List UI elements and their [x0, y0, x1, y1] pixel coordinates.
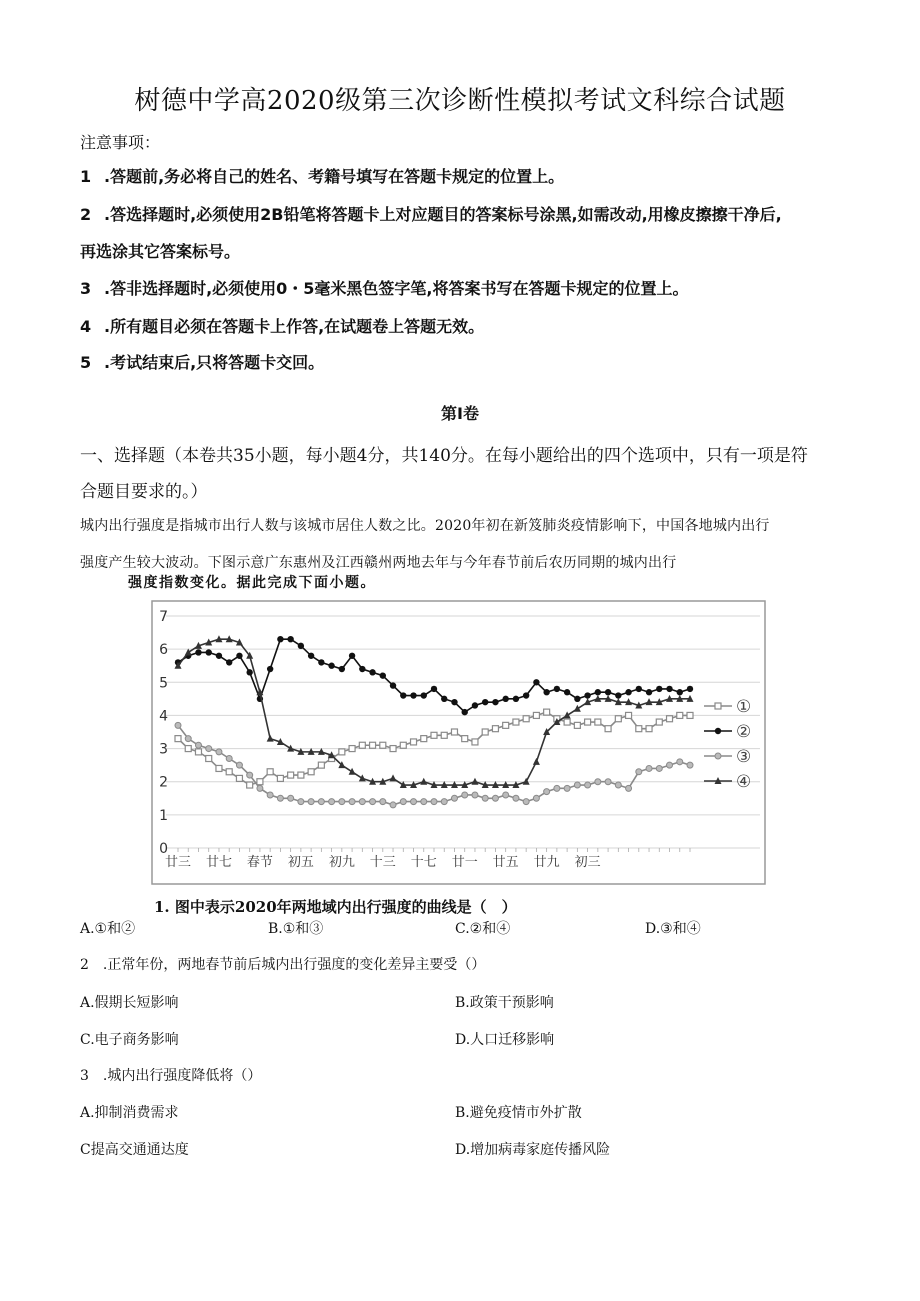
series-2-point: [677, 689, 683, 695]
series-2-point: [441, 696, 447, 702]
series-2-point: [523, 692, 529, 698]
series-1-point: [349, 746, 355, 752]
series-3-point: [400, 799, 406, 805]
series-1-point: [492, 726, 498, 732]
section-heading-line1: 一、选择题（本卷共35小题，每小题4分，共140分。在每小题给出的四个选项中，只有一项是符: [80, 446, 808, 466]
y-tick-label: 0: [159, 841, 168, 857]
series-3-point: [585, 782, 591, 788]
series-2-point: [625, 689, 631, 695]
series-4-point: [287, 745, 294, 752]
series-2-point: [195, 649, 201, 655]
travel-intensity-chart: [120, 568, 780, 920]
series-3-point: [226, 756, 232, 762]
series-2-point: [646, 689, 652, 695]
series-3-point: [605, 779, 611, 785]
x-tick-label: 初五: [287, 855, 314, 870]
series-2-point: [574, 696, 580, 702]
series-3-point: [554, 785, 560, 791]
series-2-point: [298, 643, 304, 649]
series-3-point: [216, 749, 222, 755]
series-1-point: [646, 726, 652, 732]
legend-label: ①: [736, 697, 752, 717]
series-2-point: [359, 666, 365, 672]
series-1-point: [482, 729, 488, 735]
x-tick-label: 廿三: [164, 855, 192, 870]
series-3-point: [667, 762, 673, 768]
series-1-point: [451, 729, 457, 735]
series-3-point: [533, 795, 539, 801]
x-tick-label: 廿一: [451, 855, 478, 870]
x-tick-label: 廿七: [205, 855, 232, 870]
chart-svg: [120, 568, 780, 920]
series-2-point: [554, 686, 560, 692]
q2-option-b: B.政策干预影响: [455, 995, 554, 1011]
series-1-point: [257, 779, 263, 785]
series-3-point: [267, 792, 273, 798]
series-3-point: [390, 802, 396, 808]
q1-option-d: D.③和④: [645, 921, 701, 937]
q3-option-d: D.增加病毒家庭传播风险: [455, 1142, 611, 1158]
series-1-point: [667, 716, 673, 722]
series-3-point: [523, 799, 529, 805]
series-3-point: [195, 742, 201, 748]
q1-option-b: B.①和③: [268, 921, 324, 937]
series-3-point: [370, 799, 376, 805]
series-3-point: [472, 792, 478, 798]
legend-marker: [715, 728, 721, 734]
series-1-point: [687, 712, 693, 718]
series-3-point: [677, 759, 683, 765]
series-2-point: [410, 692, 416, 698]
notice-item-2: [80, 202, 782, 225]
y-tick-label: 6: [159, 642, 168, 659]
series-1-point: [574, 722, 580, 728]
series-3-point: [503, 792, 509, 798]
notice-number: 5: [80, 353, 92, 372]
legend-label: ④: [736, 772, 752, 792]
series-4-point: [359, 774, 366, 781]
series-1-point: [288, 772, 294, 778]
notice-number: 3: [80, 279, 92, 298]
series-1-point: [636, 726, 642, 732]
series-1-point: [462, 736, 468, 742]
section-heading-line2: 合题目要求的。）: [80, 482, 208, 502]
series-3-point: [636, 769, 642, 775]
series-1-point: [277, 775, 283, 781]
series-3-point: [421, 799, 427, 805]
notice-text: .所有题目必须在答题卡上作答,在试题卷上答题无效。: [104, 317, 485, 336]
series-2-point: [206, 649, 212, 655]
series-3-point: [318, 799, 324, 805]
series-1-point: [206, 756, 212, 762]
notice-heading: 注意事项：: [80, 133, 161, 152]
chart-frame: [152, 601, 765, 884]
series-1-point: [595, 719, 601, 725]
series-2-point: [328, 663, 334, 669]
series-1-point: [247, 782, 253, 788]
notice-text: 再选涂其它答案标号。: [80, 242, 241, 261]
series-3-point: [615, 782, 621, 788]
series-1-point: [380, 742, 386, 748]
series-3-point: [247, 772, 253, 778]
series-1-point: [185, 746, 191, 752]
series-1-point: [533, 712, 539, 718]
notice-number: 1: [80, 167, 92, 186]
series-2-point: [349, 653, 355, 659]
series-3-point: [257, 785, 263, 791]
series-1-point: [441, 732, 447, 738]
series-2-point: [277, 636, 283, 642]
notice-text: .答非选择题时,必须使用0・5毫米黑色签字笔,将答案书写在答题卡规定的位置上。: [104, 279, 689, 298]
series-1-point: [298, 772, 304, 778]
x-tick-label: 初九: [328, 855, 355, 870]
notice-number: 2: [80, 205, 92, 224]
series-2-point: [318, 659, 324, 665]
series-2-point: [400, 692, 406, 698]
series-3-point: [431, 799, 437, 805]
series-1-point: [195, 749, 201, 755]
series-1-point: [411, 739, 417, 745]
series-3-point: [277, 795, 283, 801]
series-4-point: [390, 774, 397, 781]
series-1-point: [544, 709, 550, 715]
series-3-point: [595, 779, 601, 785]
series-2-point: [656, 686, 662, 692]
series-3-point: [441, 799, 447, 805]
series-1-point: [585, 719, 591, 725]
series-3-point: [544, 789, 550, 795]
y-tick-label: 5: [159, 675, 168, 692]
legend-marker: [715, 753, 721, 759]
notice-item-1: [80, 164, 564, 187]
exam-title: 树德中学高2020级第三次诊断性模拟考试文科综合试题: [134, 86, 786, 116]
q2-option-a: A.假期长短影响: [80, 995, 179, 1011]
series-2-point: [615, 692, 621, 698]
series-3-point: [626, 785, 632, 791]
series-3-point: [564, 785, 570, 791]
series-3-point: [411, 799, 417, 805]
notice-item-5: [80, 350, 324, 373]
x-tick-label: 十三: [369, 855, 396, 870]
x-tick-label: 廿九: [533, 855, 560, 870]
series-2-point: [267, 666, 273, 672]
series-2-point: [226, 659, 232, 665]
series-3-point: [462, 792, 468, 798]
series-line-4: [178, 639, 690, 785]
question-2-stem: 2 .正常年份，两地春节前后城内出行强度的变化差异主要受（）: [80, 957, 486, 973]
series-2-point: [564, 689, 570, 695]
series-1-point: [472, 739, 478, 745]
series-2-point: [543, 689, 549, 695]
q3-option-c: C提高交通通达度: [80, 1142, 189, 1158]
series-3-point: [359, 799, 365, 805]
series-1-point: [421, 736, 427, 742]
series-2-point: [687, 686, 693, 692]
series-1-point: [626, 712, 632, 718]
y-tick-label: 7: [159, 609, 168, 625]
series-3-point: [646, 765, 652, 771]
series-1-point: [513, 719, 519, 725]
series-2-point: [482, 699, 488, 705]
series-2-point: [246, 669, 252, 675]
q3-option-b: B.避免疫情市外扩散: [455, 1105, 582, 1121]
series-2-point: [339, 666, 345, 672]
series-2-point: [390, 682, 396, 688]
series-1-point: [267, 769, 273, 775]
series-2-point: [462, 709, 468, 715]
q2-option-c: C.电子商务影响: [80, 1032, 179, 1048]
series-3-point: [451, 795, 457, 801]
series-3-point: [175, 722, 181, 728]
q1-option-a: A.①和②: [80, 921, 136, 937]
series-2-point: [666, 686, 672, 692]
y-tick-label: 3: [159, 741, 168, 758]
q3-option-a: A.抑制消费需求: [80, 1105, 179, 1121]
series-1-point: [216, 765, 222, 771]
series-1-point: [677, 712, 683, 718]
series-2-point: [369, 669, 375, 675]
series-2-point: [636, 686, 642, 692]
legend-label: ②: [736, 722, 752, 742]
series-2-point: [492, 699, 498, 705]
notice-number: 4: [80, 317, 92, 336]
passage-line1: 城内出行强度是指城市出行人数与该城市居住人数之比。2020年初在新笈肺炎疫情影响下，中国各地城内出行: [80, 518, 770, 534]
series-1-point: [605, 726, 611, 732]
series-2-point: [584, 692, 590, 698]
series-3-point: [656, 765, 662, 771]
q2-option-d: D.人口迁移影响: [455, 1032, 555, 1048]
series-3-point: [482, 795, 488, 801]
passage-line2: 强度产生较大波动。下图示意广东惠州及江西赣州两地去年与今年春节前后农历同期的城内出行: [80, 555, 677, 571]
series-1-point: [390, 746, 396, 752]
series-2-point: [431, 686, 437, 692]
series-4-point: [267, 735, 274, 742]
x-tick-label: 春节: [246, 855, 273, 870]
series-3-point: [206, 746, 212, 752]
series-3-point: [236, 762, 242, 768]
notice-text: .答题前,务必将自己的姓名、考籍号填写在答题卡规定的位置上。: [104, 167, 565, 186]
series-1-point: [656, 719, 662, 725]
series-2-point: [216, 653, 222, 659]
legend-label: ③: [736, 747, 752, 767]
y-tick-label: 4: [159, 708, 168, 725]
legend-marker: [715, 703, 721, 709]
series-3-point: [513, 795, 519, 801]
series-4-point: [349, 768, 356, 775]
series-3-point: [687, 762, 693, 768]
passage-line3: 强度指数变化。据此完成下面小题。: [128, 575, 376, 591]
series-4-point: [574, 705, 581, 712]
y-tick-label: 1: [159, 807, 168, 824]
series-3-point: [298, 799, 304, 805]
series-1-point: [370, 742, 376, 748]
series-1-point: [359, 742, 365, 748]
notice-item-4: [80, 314, 484, 337]
series-2-point: [380, 672, 386, 678]
series-2-point: [287, 636, 293, 642]
series-1-point: [308, 769, 314, 775]
series-1-point: [175, 736, 181, 742]
series-1-point: [431, 732, 437, 738]
series-3-point: [308, 799, 314, 805]
x-tick-label: 十七: [410, 855, 437, 870]
series-3-point: [349, 799, 355, 805]
y-tick-label: 2: [159, 774, 168, 791]
x-tick-label: 廿五: [492, 855, 519, 870]
series-2-point: [451, 699, 457, 705]
series-2-point: [472, 702, 478, 708]
series-3-point: [288, 795, 294, 801]
series-1-point: [236, 775, 242, 781]
series-2-point: [502, 696, 508, 702]
q1-option-c: C.②和④: [455, 921, 511, 937]
series-1-point: [400, 742, 406, 748]
x-tick-label: 初三: [574, 855, 601, 870]
notice-text: .答选择题时,必须使用2B铅笔将答题卡上对应题目的答案标号涂黑,如需改动,用橡皮擦擦干净后,: [104, 205, 782, 224]
volume-heading: 第I卷: [441, 404, 479, 423]
notice-text: .考试结束后,只将答题卡交回。: [104, 353, 325, 372]
question-1-stem: 1. 图中表示2020年两地域内出行强度的曲线是（ ）: [154, 898, 517, 916]
notice-item-3: [80, 276, 689, 299]
series-2-point: [513, 696, 519, 702]
series-1-point: [523, 716, 529, 722]
series-3-point: [185, 736, 191, 742]
series-2-point: [308, 653, 314, 659]
series-1-point: [226, 769, 232, 775]
question-3-stem: 3 .城内出行强度降低将（）: [80, 1068, 262, 1084]
series-1-point: [615, 716, 621, 722]
series-3-point: [329, 799, 335, 805]
series-2-point: [533, 679, 539, 685]
series-1-point: [564, 719, 570, 725]
series-4-point: [533, 758, 540, 765]
series-2-point: [605, 689, 611, 695]
series-1-point: [339, 749, 345, 755]
series-3-point: [574, 782, 580, 788]
series-3-point: [492, 795, 498, 801]
series-3-point: [339, 799, 345, 805]
series-2-point: [421, 692, 427, 698]
series-1-point: [318, 762, 324, 768]
series-3-point: [380, 799, 386, 805]
notice-item-2-continued: [80, 239, 240, 262]
series-2-point: [236, 653, 242, 659]
series-2-point: [595, 689, 601, 695]
series-1-point: [503, 722, 509, 728]
